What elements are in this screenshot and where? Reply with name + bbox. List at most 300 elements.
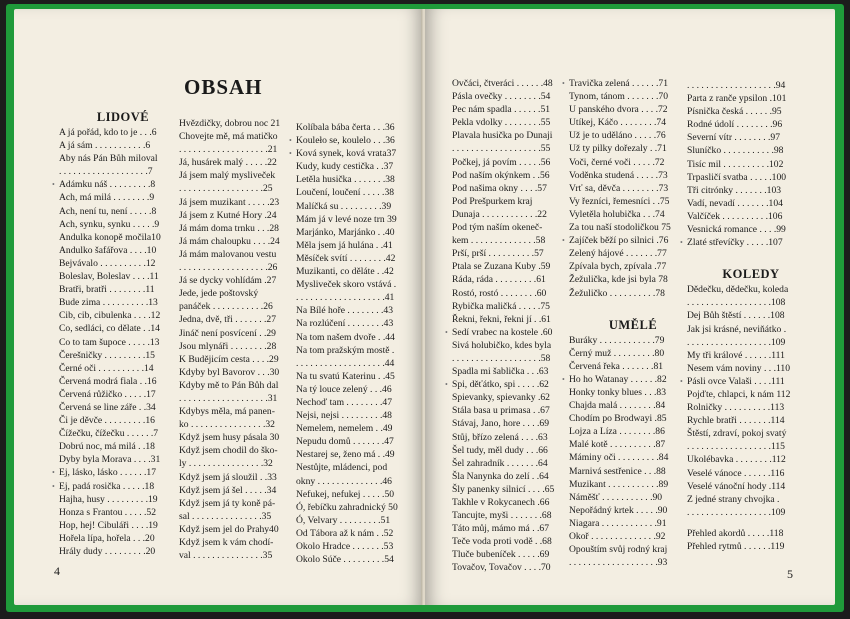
toc-entry bbox=[52, 178, 187, 191]
toc-entry-text: Vadí, nevadí . . . . . . .104 bbox=[687, 197, 783, 209]
bullet-icon: • bbox=[289, 149, 292, 159]
toc-entry bbox=[452, 116, 580, 129]
toc-entry bbox=[296, 475, 423, 488]
toc-entry bbox=[687, 349, 815, 362]
toc-entry-text: Bude zima . . . . . . . . . .13 bbox=[59, 297, 158, 309]
toc-entry bbox=[296, 409, 423, 422]
toc-entry bbox=[452, 548, 580, 561]
page-number-right: 5 bbox=[787, 567, 793, 581]
toc-entry-text: . . . . . . . . . . . . . . . . . . .7 bbox=[59, 166, 153, 178]
toc-entry-text: Jak jsi krásné, neviňátko . bbox=[687, 323, 787, 335]
toc-entry-text: . . . . . . . . . . . . . . . . . . .93 bbox=[569, 557, 668, 569]
toc-entry-text: Okoř . . . . . . . . . . . . . .92 bbox=[569, 531, 666, 542]
toc-entry-text: UMĚLÉ bbox=[608, 317, 658, 332]
toc-entry bbox=[452, 365, 580, 378]
toc-entry-text: Dobrú noc, má milá . .18 bbox=[59, 441, 155, 453]
toc-entry-text: Kdyby byl Bavorov . . .30 bbox=[179, 366, 280, 378]
toc-entry-text: Tancujte, myši . . . . . . .68 bbox=[452, 510, 552, 522]
toc-entry-text: Černý muž . . . . . . . . .80 bbox=[569, 347, 665, 359]
toc-entry-text: Na tom pražským mostě . bbox=[296, 344, 395, 356]
toc-entry bbox=[296, 383, 423, 396]
toc-entry-text: Cib, cib, cibulenka . . . .12 bbox=[59, 310, 161, 322]
toc-entry bbox=[59, 362, 187, 375]
toc-entry bbox=[296, 344, 423, 357]
toc-entry bbox=[179, 327, 307, 340]
toc-entry bbox=[179, 484, 307, 497]
toc-entry-text: Kdyby mě to Pán Bůh dal bbox=[179, 379, 279, 391]
toc-entry-text: Sedí vrabec na kostele .60 bbox=[452, 326, 553, 338]
spacer bbox=[687, 257, 815, 265]
bullet-icon: • bbox=[52, 468, 55, 478]
toc-entry bbox=[569, 182, 697, 195]
toc-entry-text: . . . . . . . . . . . . . . . . . . .55 bbox=[452, 143, 551, 155]
toc-entry bbox=[569, 491, 697, 504]
toc-entry-text: Nefukej, nefukej . . . . .50 bbox=[296, 488, 395, 500]
toc-entry bbox=[179, 169, 307, 182]
toc-column-3 bbox=[289, 121, 423, 566]
toc-entry-text: Letěla husička . . . . . . .38 bbox=[296, 174, 395, 186]
toc-entry-text: Dej Bůh štěstí . . . . . .108 bbox=[687, 310, 785, 322]
toc-entry-text: Štěstí, zdraví, pokoj svatý bbox=[687, 428, 787, 440]
toc-entry bbox=[296, 252, 423, 265]
toc-entry-text: Ovčáci, čtveráci . . . . . .48 bbox=[452, 78, 553, 89]
toc-entry bbox=[296, 553, 423, 566]
toc-entry-text: Veselé vánoce . . . . . .116 bbox=[687, 467, 785, 479]
toc-entry bbox=[179, 510, 307, 523]
toc-entry-text: Vrť sa, děvča . . . . . . . .73 bbox=[569, 182, 669, 194]
toc-entry bbox=[452, 417, 580, 430]
bullet-icon: • bbox=[562, 374, 565, 384]
toc-entry bbox=[452, 273, 580, 286]
toc-entry-text: Andulko šafářova . . . .10 bbox=[59, 244, 157, 256]
toc-entry-text: Co to tam šupoce . . . . .13 bbox=[59, 336, 160, 348]
toc-entry-text: Máminy oči . . . . . . . . .84 bbox=[569, 452, 669, 464]
toc-entry bbox=[179, 156, 307, 169]
toc-entry-text: Počkej, já povím . . . . .56 bbox=[452, 156, 551, 168]
toc-entry-text: Ach, není tu, není . . . . .8 bbox=[59, 205, 157, 217]
toc-entry-text: . . . . . . . . . . . . . . . . . .109 bbox=[687, 336, 786, 348]
toc-entry bbox=[687, 540, 815, 553]
toc-entry bbox=[569, 530, 697, 543]
toc-entry-text: Jsou mlynáři . . . . . . . .28 bbox=[179, 340, 277, 352]
toc-entry bbox=[452, 470, 580, 483]
toc-entry bbox=[179, 182, 307, 195]
toc-entry-text: Šla Nanynka do zelí . .64 bbox=[452, 470, 549, 482]
toc-entry-text: Dunaja . . . . . . . . . . . .22 bbox=[452, 208, 547, 220]
toc-entry-text: Já, husárek malý . . . . .22 bbox=[179, 157, 277, 169]
toc-entry bbox=[179, 235, 307, 248]
toc-entry bbox=[179, 379, 307, 392]
toc-entry-text: Okolo Súče . . . . . . . . .54 bbox=[296, 554, 394, 566]
toc-entry bbox=[59, 270, 187, 283]
toc-entry-text: Kdybys měla, má panen- bbox=[179, 406, 275, 418]
toc-entry-text: Už ty pilky dořezaly . .71 bbox=[569, 143, 667, 155]
toc-entry-text: . . . . . . . . . . . . . . . . . .108 bbox=[687, 297, 786, 309]
toc-entry bbox=[179, 313, 307, 326]
bullet-icon: • bbox=[680, 376, 683, 386]
toc-entry bbox=[296, 357, 423, 370]
toc-entry bbox=[687, 296, 815, 309]
toc-entry bbox=[296, 200, 423, 213]
toc-entry-text: Hop, hej! Cibuláři . . . .19 bbox=[59, 519, 158, 531]
toc-entry-text: Stávaj, Jano, hore . . . .69 bbox=[452, 418, 549, 430]
toc-entry bbox=[452, 247, 580, 260]
toc-entry-text: Když jsem husy pásala 30 bbox=[179, 432, 280, 444]
toc-entry-text: Ej, lásko, lásko . . . . . .17 bbox=[59, 467, 156, 479]
toc-entry bbox=[296, 461, 423, 474]
toc-entry bbox=[687, 323, 815, 336]
toc-entry bbox=[452, 221, 580, 234]
section-heading bbox=[687, 265, 815, 283]
toc-entry bbox=[569, 260, 697, 273]
toc-entry bbox=[452, 234, 580, 247]
toc-entry bbox=[687, 210, 815, 223]
toc-entry-text: Nesem vám noviny . . .110 bbox=[687, 362, 791, 374]
toc-entry-text: Na rozlúčení . . . . . . . .43 bbox=[296, 318, 394, 330]
toc-entry bbox=[59, 532, 187, 545]
toc-entry bbox=[296, 422, 423, 435]
toc-entry-text: Pod naším okýnkem . .56 bbox=[452, 169, 550, 181]
toc-entry-text: Za tou naší stodoličkou 75 bbox=[569, 222, 671, 234]
toc-entry-text: panáček . . . . . . . . . . .26 bbox=[179, 301, 273, 313]
toc-entry-text: Vesnická romance . . . .99 bbox=[687, 224, 786, 236]
toc-entry-text: Na Bílé hoře . . . . . . . .43 bbox=[296, 305, 393, 317]
toc-entry-text: Ó, řebíčku zahradnický 50 bbox=[296, 501, 398, 513]
toc-entry-text: Rolničky . . . . . . . . . .113 bbox=[687, 402, 785, 414]
toc-entry bbox=[289, 147, 423, 160]
toc-entry-text: Ó, Velvary . . . . . . . . .51 bbox=[296, 514, 391, 526]
toc-column-2 bbox=[179, 117, 307, 562]
toc-entry bbox=[687, 118, 815, 131]
toc-entry-text: A já pořád, kdo to je . . .6 bbox=[59, 127, 157, 138]
toc-entry bbox=[59, 257, 187, 270]
toc-entry-text: Šel zahradník . . . . . . .64 bbox=[452, 457, 548, 469]
toc-entry bbox=[296, 435, 423, 448]
toc-entry bbox=[179, 143, 307, 156]
toc-entry-text: Rodné údolí . . . . . . . .96 bbox=[687, 119, 783, 131]
toc-entry-text: Prší, prší . . . . . . . . . .57 bbox=[452, 248, 544, 260]
toc-entry bbox=[452, 103, 580, 116]
toc-entry-text: . . . . . . . . . . . . . . . . . .25 bbox=[179, 183, 273, 195]
toc-entry bbox=[569, 208, 697, 221]
toc-entry-text: K Budějicím cesta . . . .29 bbox=[179, 353, 279, 365]
toc-entry-text: U panského dvora . . . .72 bbox=[569, 104, 668, 116]
section-heading bbox=[569, 316, 697, 334]
toc-entry bbox=[296, 448, 423, 461]
toc-entry-text: Pod našima okny . . . .57 bbox=[452, 182, 547, 194]
toc-entry bbox=[452, 457, 580, 470]
toc-entry bbox=[452, 169, 580, 182]
toc-entry bbox=[296, 239, 423, 252]
toc-entry bbox=[179, 536, 307, 549]
toc-entry-text: Loučení, loučení . . . . .38 bbox=[296, 187, 395, 199]
page-number-left: 4 bbox=[54, 564, 60, 578]
toc-entry bbox=[59, 506, 187, 519]
toc-entry-text: Severní vítr . . . . . . . .97 bbox=[687, 132, 780, 144]
toc-entry-text: Muzikanti, co děláte . .42 bbox=[296, 266, 394, 278]
toc-entry bbox=[296, 540, 423, 553]
toc-entry-text: Ková synek, ková vrata37 bbox=[296, 148, 397, 160]
toc-entry bbox=[569, 425, 697, 438]
toc-entry bbox=[445, 378, 580, 391]
toc-entry bbox=[59, 519, 187, 532]
toc-entry bbox=[687, 427, 815, 440]
section-heading bbox=[59, 108, 187, 126]
toc-entry-text: Na tu svatú Katerinu . .45 bbox=[296, 370, 395, 382]
toc-entry-text: Kouleło se, koulelo . . .36 bbox=[296, 135, 395, 147]
toc-entry-text: KOLEDY bbox=[722, 267, 780, 282]
toc-entry-text: Červená růžičko . . . . .17 bbox=[59, 388, 156, 400]
toc-entry-text: Adámku náš . . . . . . . . .8 bbox=[59, 179, 156, 191]
toc-entry bbox=[687, 184, 815, 197]
toc-entry-text: . . . . . . . . . . . . . . . . . .109 bbox=[687, 506, 786, 518]
toc-entry bbox=[452, 352, 580, 365]
toc-column-6 bbox=[680, 79, 815, 553]
toc-entry-text: Hrály dudy . . . . . . . . .20 bbox=[59, 546, 156, 557]
toc-entry bbox=[687, 480, 815, 493]
toc-entry bbox=[569, 156, 697, 169]
toc-entry bbox=[687, 362, 815, 375]
toc-entry-text: Tynom, tánom . . . . . . .70 bbox=[569, 91, 668, 103]
toc-entry-text: Dědečku, dědečku, koleda bbox=[687, 284, 789, 296]
toc-entry-text: Spadla mi šablička . . .63 bbox=[452, 366, 549, 378]
toc-entry-text: Když jsem chodil do ško- bbox=[179, 445, 278, 457]
toc-entry-text: Malíčká su . . . . . . . . .39 bbox=[296, 200, 392, 212]
toc-entry-text: . . . . . . . . . . . . . . . . . . .94 bbox=[687, 80, 786, 91]
toc-entry bbox=[687, 506, 815, 519]
toc-entry-text: Zlaté střevíčky . . . . .107 bbox=[687, 237, 783, 249]
toc-entry bbox=[59, 493, 187, 506]
toc-entry bbox=[179, 274, 307, 287]
toc-entry bbox=[452, 561, 580, 574]
toc-entry-text: Valčíček . . . . . . . . . .106 bbox=[687, 210, 783, 222]
toc-entry bbox=[687, 440, 815, 453]
toc-entry bbox=[452, 431, 580, 444]
toc-entry-text: Já jsem malý myslivеček bbox=[179, 170, 276, 182]
toc-entry bbox=[687, 105, 815, 118]
toc-entry bbox=[59, 401, 187, 414]
toc-entry bbox=[569, 103, 697, 116]
toc-entry-text: ly . . . . . . . . . . . . . . . .32 bbox=[179, 458, 273, 470]
toc-entry bbox=[179, 261, 307, 274]
toc-entry bbox=[687, 171, 815, 184]
toc-entry bbox=[59, 205, 187, 218]
toc-entry-text: Nestůjte, mládenci, pod bbox=[296, 462, 388, 474]
toc-entry-text: Opouštím svůj rodný kraj bbox=[569, 544, 668, 556]
toc-entry bbox=[569, 195, 697, 208]
toc-entry bbox=[296, 265, 423, 278]
toc-entry bbox=[179, 300, 307, 313]
toc-entry bbox=[59, 453, 187, 466]
toc-entry-text: Chodím po Brodwayi .85 bbox=[569, 413, 667, 425]
toc-entry bbox=[452, 535, 580, 548]
spacer bbox=[569, 300, 697, 308]
toc-entry bbox=[452, 391, 580, 404]
toc-entry-text: Bejvávalo . . . . . . . . . .12 bbox=[59, 257, 156, 269]
toc-entry-text: Když jsem jel do Prahy40 bbox=[179, 523, 279, 535]
toc-entry bbox=[179, 366, 307, 379]
toc-entry bbox=[296, 527, 423, 540]
toc-entry bbox=[296, 317, 423, 330]
toc-entry bbox=[569, 438, 697, 451]
toc-entry bbox=[687, 223, 815, 236]
spacer bbox=[687, 249, 815, 257]
toc-entry bbox=[452, 142, 580, 155]
toc-entry bbox=[452, 287, 580, 300]
toc-entry bbox=[452, 208, 580, 221]
toc-entry bbox=[687, 493, 815, 506]
toc-entry-text: Voděnka studená . . . . .73 bbox=[569, 169, 668, 181]
toc-entry bbox=[687, 144, 815, 157]
toc-entry-text: Zajíček běží po silnici .76 bbox=[569, 235, 669, 247]
toc-entry bbox=[179, 523, 307, 536]
toc-entry bbox=[59, 388, 187, 401]
toc-entry-text: . . . . . . . . . . . . . . . . . .115 bbox=[687, 441, 785, 453]
toc-entry-text: okny . . . . . . . . . . . . . .46 bbox=[296, 475, 392, 487]
toc-entry bbox=[569, 478, 697, 491]
toc-entry-text: Rychle bratři . . . . . . .114 bbox=[687, 415, 785, 427]
toc-entry bbox=[296, 488, 423, 501]
toc-entry-text: Z jedné strany chvojka . bbox=[687, 493, 780, 505]
toc-entry bbox=[569, 504, 697, 517]
toc-entry-text: Rybička maličká . . . . .75 bbox=[452, 300, 550, 312]
toc-entry bbox=[569, 556, 697, 569]
toc-entry-text: Travička zelená . . . . . .71 bbox=[569, 78, 669, 89]
toc-entry-text: Řekni, řekni, řekni jí . .61 bbox=[452, 313, 551, 325]
toc-entry bbox=[296, 226, 423, 239]
toc-entry bbox=[296, 514, 423, 527]
toc-entry-text: Rostó, rostó . . . . . . . .60 bbox=[452, 287, 547, 299]
toc-entry-text: Červená řeka . . . . . . .81 bbox=[569, 360, 664, 372]
toc-entry bbox=[296, 304, 423, 317]
toc-entry bbox=[296, 186, 423, 199]
toc-entry bbox=[179, 340, 307, 353]
toc-entry bbox=[562, 234, 697, 247]
toc-entry-text: Když jsem já ty koně pá- bbox=[179, 497, 276, 509]
toc-entry-text: sal . . . . . . . . . . . . . . .35 bbox=[179, 510, 272, 522]
toc-entry bbox=[179, 444, 307, 457]
toc-entry bbox=[569, 90, 697, 103]
toc-entry-text: Vy řezníci, řemesníci . .75 bbox=[569, 195, 670, 207]
toc-entry bbox=[59, 414, 187, 427]
toc-entry bbox=[59, 152, 187, 165]
toc-entry bbox=[296, 370, 423, 383]
toc-entry bbox=[59, 296, 187, 309]
toc-entry bbox=[179, 392, 307, 405]
toc-entry bbox=[296, 173, 423, 186]
toc-entry bbox=[452, 260, 580, 273]
toc-entry-text: Ptala se Zuzana Kuby .59 bbox=[452, 261, 551, 273]
toc-entry-text: Pásli ovce Valaši . . . .111 bbox=[687, 375, 785, 387]
toc-entry-text: Co, sedláci, co dělate . .14 bbox=[59, 323, 160, 335]
toc-entry-text: Ej, padá rosička . . . . .18 bbox=[59, 480, 155, 492]
toc-entry-text: Já mám doma trnku . . .28 bbox=[179, 222, 279, 234]
toc-entry bbox=[569, 412, 697, 425]
toc-entry bbox=[452, 339, 580, 352]
toc-entry bbox=[452, 156, 580, 169]
toc-entry-text: Čížečku, čížečku . . . . . .7 bbox=[59, 428, 159, 440]
toc-entry bbox=[179, 497, 307, 510]
toc-entry-text: Honky tonky blues . . .83 bbox=[569, 386, 667, 398]
toc-entry-text: Veselé vánoční hody .114 bbox=[687, 480, 786, 492]
toc-entry-text: Když jsem já šel . . . . .34 bbox=[179, 484, 277, 496]
toc-entry bbox=[562, 77, 697, 90]
toc-entry-text: Tři citrónky . . . . . . .103 bbox=[687, 184, 782, 196]
toc-entry-text: Pojďte, chlapci, k nám 112 bbox=[687, 388, 791, 400]
toc-entry bbox=[680, 375, 815, 388]
toc-entry bbox=[59, 165, 187, 178]
toc-entry bbox=[59, 139, 187, 152]
toc-entry-text: Když jsem k vám chodí- bbox=[179, 537, 274, 548]
toc-entry bbox=[179, 405, 307, 418]
toc-entry bbox=[569, 517, 697, 530]
toc-entry-text: Červená se line záře . .34 bbox=[59, 401, 156, 413]
toc-entry bbox=[687, 453, 815, 466]
toc-entry bbox=[59, 283, 187, 296]
toc-entry-text: Zpívala bych, zpívala .77 bbox=[569, 261, 667, 273]
toc-entry-text: Na tom našem dvoře . .44 bbox=[296, 331, 395, 343]
toc-entry bbox=[59, 545, 187, 558]
toc-entry-text: Černé oči . . . . . . . . . .14 bbox=[59, 362, 154, 374]
toc-entry bbox=[59, 309, 187, 322]
toc-entry-text: Čerešničky . . . . . . . . .15 bbox=[59, 349, 155, 361]
toc-entry bbox=[687, 527, 815, 540]
toc-entry-text: Od Tábora až k nám . .52 bbox=[296, 527, 394, 539]
toc-entry-text: Jedna, dvě, tři . . . . . . .27 bbox=[179, 314, 276, 326]
toc-entry-text: . . . . . . . . . . . . . . . . . . .26 bbox=[179, 262, 278, 274]
toc-entry-text: LIDOVÉ bbox=[96, 110, 150, 124]
toc-entry-text: Zelený hájové . . . . . . .77 bbox=[569, 248, 667, 260]
toc-entry-text: Tluče bubeníček . . . . .69 bbox=[452, 549, 550, 561]
toc-entry-text: Stála basa u primasa . .67 bbox=[452, 405, 550, 417]
toc-entry-text: Žežulička, kde jsi byla 78 bbox=[569, 274, 668, 286]
toc-entry-text: Já jsem muzikant . . . . .23 bbox=[179, 196, 280, 208]
toc-entry bbox=[179, 222, 307, 235]
toc-entry-text: Už je to uděláno . . . . .76 bbox=[569, 130, 666, 142]
toc-entry-text: Malé kotě . . . . . . . . . .87 bbox=[569, 439, 666, 451]
toc-entry bbox=[687, 309, 815, 322]
toc-entry-text: Na tý louce zelený . . .46 bbox=[296, 383, 392, 395]
right-page bbox=[425, 9, 835, 605]
toc-entry-text: Nejsi, nejsi . . . . . . . . .48 bbox=[296, 410, 392, 422]
toc-entry bbox=[569, 360, 697, 373]
toc-entry-text: Niagara . . . . . . . . . . . .91 bbox=[569, 517, 667, 529]
toc-entry-text: Žežuličko . . . . . . . . . .78 bbox=[569, 287, 665, 299]
toc-entry bbox=[687, 414, 815, 427]
toc-entry-text: Vyletěla holubička . . .74 bbox=[569, 208, 665, 220]
toc-entry bbox=[452, 182, 580, 195]
toc-entry-text: Náměšť . . . . . . . . . . .90 bbox=[569, 491, 663, 503]
toc-entry-text: Pod Prešpurkem kraj bbox=[452, 195, 533, 207]
toc-entry bbox=[179, 209, 307, 222]
toc-entry-text: Nestarej se, ženo má . .49 bbox=[296, 449, 395, 461]
toc-entry bbox=[179, 117, 307, 130]
toc-entry-text: Ach, synku, synku . . . . .9 bbox=[59, 218, 160, 230]
toc-entry-text: Nechoď tam . . . . . . . .47 bbox=[296, 396, 392, 408]
toc-entry-text: Bratři, bratři . . . . . . . .11 bbox=[59, 284, 155, 296]
toc-entry bbox=[569, 334, 697, 347]
toc-entry-text: Honza s Frantou . . . . .52 bbox=[59, 506, 156, 518]
toc-entry-text: Muzikant . . . . . . . . . . .89 bbox=[569, 478, 669, 490]
toc-entry-text: Aby nás Pán Bůh miloval bbox=[59, 153, 158, 165]
toc-entry bbox=[452, 90, 580, 103]
toc-entry-text: Nepořádný krtek . . . . .90 bbox=[569, 504, 668, 516]
toc-entry bbox=[687, 467, 815, 480]
toc-entry bbox=[569, 347, 697, 360]
toc-entry-text: Sivá holubičko, kdes byla bbox=[452, 339, 552, 351]
toc-entry-text: Hořela lípa, hořela . . .20 bbox=[59, 532, 155, 544]
bullet-icon: • bbox=[52, 180, 55, 190]
